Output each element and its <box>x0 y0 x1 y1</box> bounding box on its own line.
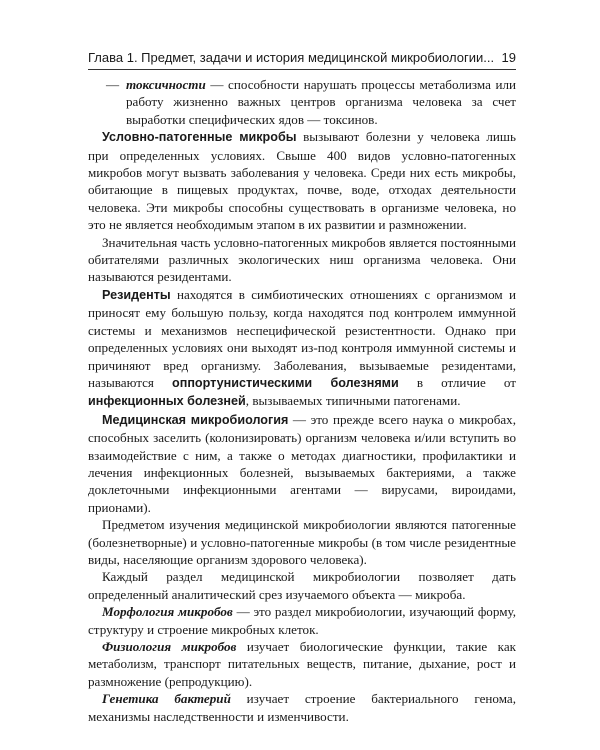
paragraph-text: Предметом изучения медицинской микробиологии являются патогенные (болезнетворные) и условно-патогенные микробы (в том числе резидентные виды, населяющие организм здорового человека). <box>88 517 516 567</box>
term-toxicity: токсичности <box>126 77 206 92</box>
paragraph-toxicity: — токсичности — способности нарушать процессы метаболизма или работу жизненно важных центров организма человека за счет выработки специфических ядов — токсинов. <box>106 77 516 127</box>
term-genetics: Генетика бактерий <box>102 691 231 707</box>
paragraph-subject <box>88 516 516 568</box>
page-number: 19 <box>501 50 516 65</box>
paragraph-physiology <box>88 638 516 690</box>
term-infectious-diseases: инфекционных болезней <box>88 394 246 409</box>
paragraph-text: , вызываемых типичными патогенами. <box>245 393 461 409</box>
term-physiology: Физиология микробов <box>102 639 237 654</box>
term-residents: Резиденты <box>102 287 171 302</box>
paragraph-genetics <box>88 690 516 725</box>
paragraph-morphology <box>88 603 516 638</box>
header-divider <box>88 69 516 70</box>
paragraph-text: — способности нарушать процессы метаболизма или работу жизненно важных центров организма человека за счет выработки специфических ядов — токсинов. <box>126 77 516 127</box>
page-body <box>88 76 516 725</box>
paragraph-text: Значительная часть условно-патогенных микробов является постоянными обитателями различных экологических ниш организма человека. Они называются резидентами. <box>88 234 516 285</box>
paragraph-text: в отличие от <box>398 374 516 390</box>
chapter-title: Глава 1. Предмет, задачи и история медицинской микробиологии... <box>88 50 495 65</box>
paragraph-text: находятся в симбиотических отношениях с организмом и приносят ему большую пользу, когда находятся под контролем иммунной системы и механизмов неспецифической резистентности. Однако при определенных условиях они выходят из-под контроля иммунной системы и причиняют вред организму. Заболевания, вызываемые резидентами, называются <box>88 286 516 390</box>
paragraph-sections <box>88 568 516 603</box>
paragraph-text: вызывают болезни у человека лишь при определенных условиях. Свыше 400 видов условно-патогенных микробов могут вызвать заболевания у человека. Среди них есть микробы, обитающие в пищевых продуктах, почве, воде, отходах деятельности человека. Эти микробы способны существовать в организме человека, но это не является необходимым этапом в их развитии и размножении. <box>88 129 516 233</box>
paragraph-text: изучает строение бактериального генома, механизмы наследственности и изменчивости. <box>88 691 516 724</box>
paragraph-conditional-pathogens <box>88 128 516 233</box>
paragraph-medical-microbiology <box>88 411 516 516</box>
paragraph-residents-intro <box>88 234 516 286</box>
paragraph-residents <box>88 286 516 411</box>
term-conditional-pathogens: Условно-патогенные микробы <box>102 130 297 145</box>
paragraph-text: — это раздел микробиологии, изучающий форму, структуру и строение микробных клеток. <box>88 604 516 637</box>
term-medical-microbiology: Медицинская микробиология <box>102 412 289 427</box>
paragraph-text: — это прежде всего наука о микробах, способных заселить (колонизировать) организм человека и/или вступить во взаимодействие с ним, а также о методах диагностики, профилактики и лечения инфекционных болезней, вызываемых бактериями, а также доклеточными инфекционными агентами — вирусами, вироидами, прионами). <box>88 411 516 515</box>
paragraph-text: Каждый раздел медицинской микробиологии позволяет дать определенный аналитический срез изучаемого объекта — микроба. <box>88 569 516 602</box>
term-morphology: Морфология микробов <box>102 604 233 620</box>
paragraph-text: изучает биологические функции, такие как метаболизм, транспорт питательных веществ, питание, дыхание, рост и размножение (репродукцию). <box>88 639 517 689</box>
term-opportunistic-diseases: оппортунистическими болезнями <box>172 375 399 390</box>
